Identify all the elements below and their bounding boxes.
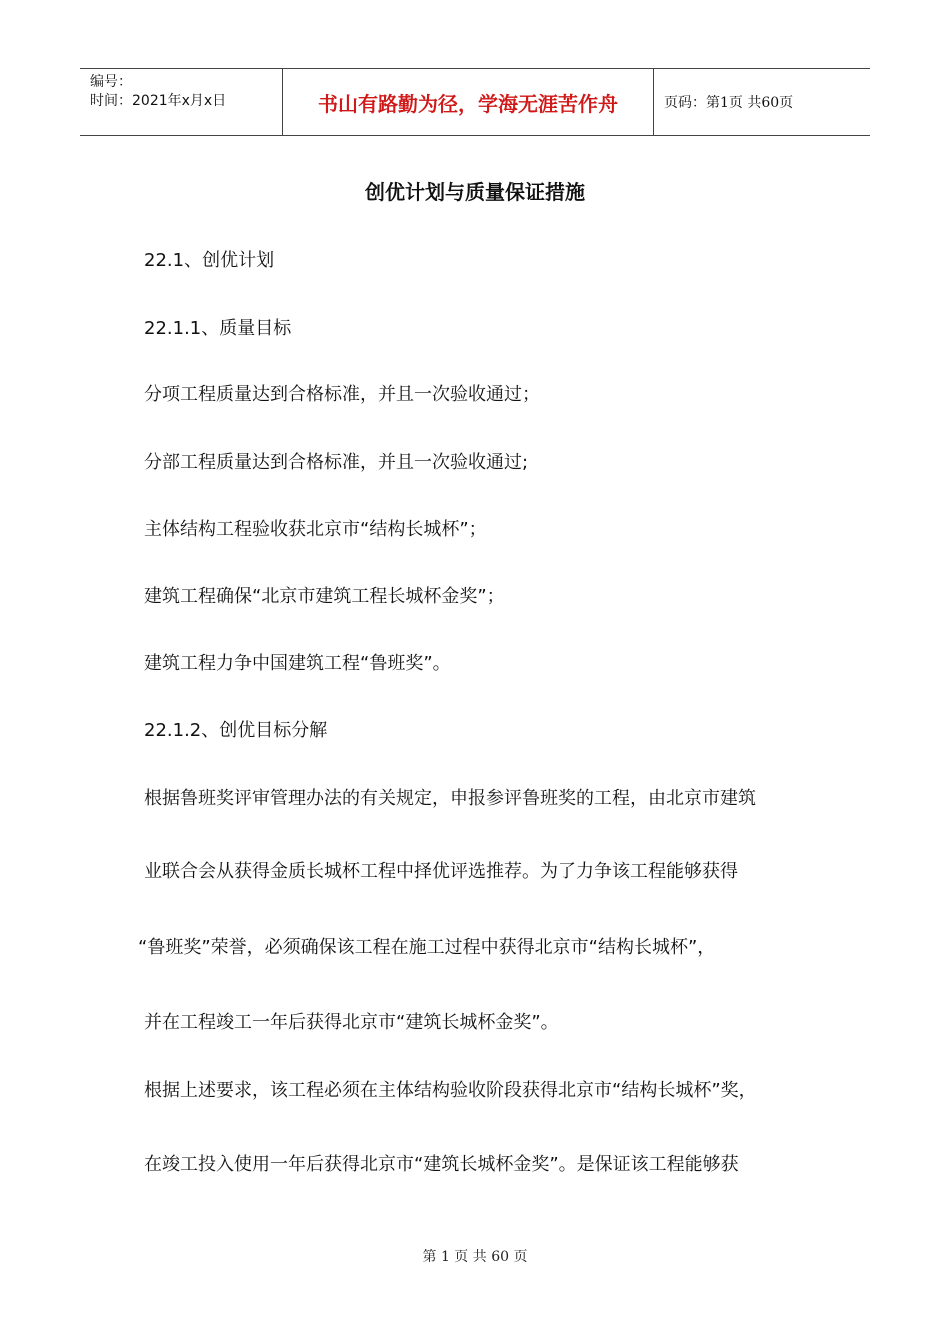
section-heading: 22.1、创优计划 [144,250,275,271]
document-title: 创优计划与质量保证措施 [365,180,585,204]
subsection-heading: 22.1.2、创优目标分解 [144,720,328,741]
body-line: 建筑工程确保“北京市建筑工程长城杯金奖”； [144,586,505,607]
header-page-info: 页码：第1页 共60页 [664,95,794,111]
body-line: 主体结构工程验收获北京市“结构长城杯”； [144,519,487,540]
body-line: 分部工程质量达到合格标准，并且一次验收通过; [144,452,529,473]
body-line: 业联合会从获得金质长城杯工程中择优评选推荐。为了力争该工程能够获得 [144,861,738,882]
body-line: “鲁班奖”荣誉，必须确保该工程在施工过程中获得北京市“结构长城杯”， [138,937,716,958]
date-label: 时间：2021年x月x日 [90,93,227,109]
page-footer: 第 1 页 共 60 页 [422,1249,528,1265]
body-line: 在竣工投入使用一年后获得北京市“建筑长城杯金奖”。是保证该工程能够获 [144,1154,739,1175]
body-line: 根据鲁班奖评审管理办法的有关规定，申报参评鲁班奖的工程，由北京市建筑 [144,788,756,809]
body-line: 根据上述要求，该工程必须在主体结构验收阶段获得北京市“结构长城杯”奖， [144,1080,757,1101]
code-label: 编号： [90,74,132,90]
body-line: 并在工程竣工一年后获得北京市“建筑长城杯金奖”。 [144,1012,559,1033]
subsection-heading: 22.1.1、质量目标 [144,318,292,339]
header-motto: 书山有路勤为径，学海无涯苦作舟 [282,69,654,135]
body-line: 建筑工程力争中国建筑工程“鲁班奖”。 [144,653,451,674]
header-meta [80,69,282,135]
body-line: 分项工程质量达到合格标准，并且一次验收通过； [144,384,540,405]
page-header [80,68,870,136]
